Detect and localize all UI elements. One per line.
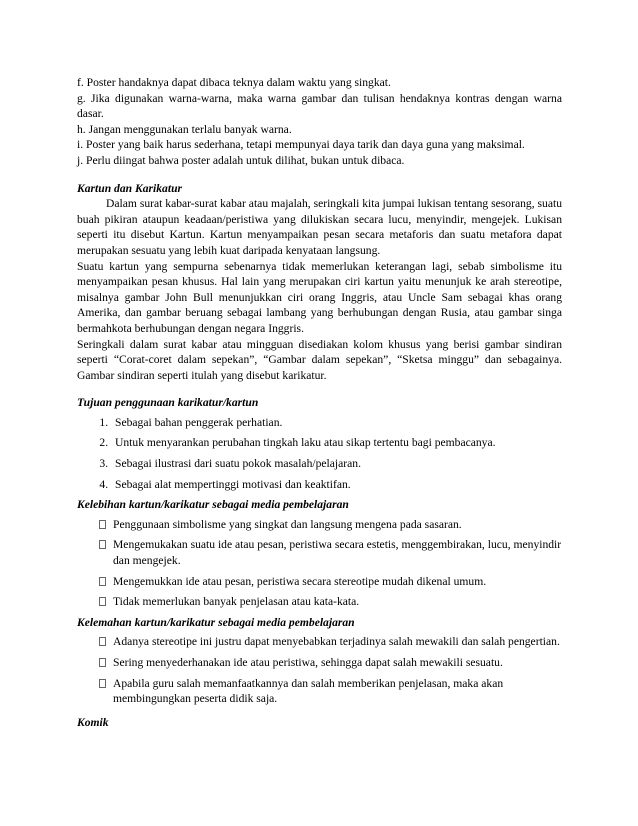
poster-rule-g: g. Jika digunakan warna-warna, maka warna gambar dan tulisan hendaknya kontras dengan warna dasar. (77, 91, 562, 121)
list-item: 3. Sebagai ilustrasi dari suatu pokok masalah/pelajaran. (111, 456, 562, 472)
list-item: Penggunaan simbolisme yang singkat dan langsung mengena pada sasaran. (99, 517, 562, 533)
list-item: Tidak memerlukan banyak penjelasan atau kata-kata. (99, 594, 562, 610)
bullet-box-icon (99, 658, 106, 667)
kartun-paragraph-3: Seringkali dalam surat kabar atau mingguan disediakan kolom khusus yang berisi gambar sindiran seperti “Corat-coret dalam sepekan”, “Gambar dalam sepekan”, “Sketsa minggu” dan sebagainya. Gambar sindiran seperti itulah yang disebut karikatur. (77, 337, 562, 382)
poster-rule-i: i. Poster yang baik harus sederhana, tetapi mempunyai daya tarik dan daya guna yang maksimal. (77, 138, 525, 152)
list-item: Mengemukakan suatu ide atau pesan, peristiwa secara estetis, menggembirakan, lucu, menyindir dan mengejek. (99, 537, 562, 568)
list-item: Mengemukkan ide atau pesan, peristiwa secara stereotipe mudah dikenal umum. (99, 574, 562, 590)
tujuan-list (77, 415, 562, 492)
poster-rule-h: h. Jangan menggunakan terlalu banyak warna. (77, 122, 292, 136)
bullet-box-icon (99, 540, 106, 549)
section-heading-kelemahan: Kelemahan kartun/karikatur sebagai media pembelajaran (77, 615, 355, 629)
poster-rules-list (77, 75, 562, 169)
kelebihan-list (77, 517, 562, 610)
section-heading-komik: Komik (77, 715, 109, 729)
bullet-box-icon (99, 577, 106, 586)
kelemahan-list (77, 634, 562, 706)
bullet-box-icon (99, 520, 106, 529)
list-item: Adanya stereotipe ini justru dapat menyebabkan terjadinya salah mewakili dan salah pengertian. (99, 634, 562, 650)
section-heading-tujuan: Tujuan penggunaan karikatur/kartun (77, 396, 259, 410)
bullet-box-icon (99, 679, 106, 688)
poster-rule-j: j. Perlu diingat bahwa poster adalah untuk dilihat, bukan untuk dibaca. (77, 153, 405, 167)
list-item: 1. Sebagai bahan penggerak perhatian. (111, 415, 562, 431)
list-item: Apabila guru salah memanfaatkannya dan salah memberikan penjelasan, maka akan membingungkan peserta didik saja. (99, 676, 562, 707)
section-heading-kartun: Kartun dan Karikatur (77, 181, 183, 195)
list-item: Sering menyederhanakan ide atau peristiwa, sehingga dapat salah mewakili sesuatu. (99, 655, 562, 671)
list-item: 4. Sebagai alat mempertinggi motivasi dan keaktifan. (111, 477, 562, 493)
bullet-box-icon (99, 637, 106, 646)
poster-rule-f: f. Poster handaknya dapat dibaca teknya dalam waktu yang singkat. (77, 76, 391, 89)
section-heading-kelebihan: Kelebihan kartun/karikatur sebagai media pembelajaran (77, 498, 349, 512)
bullet-box-icon (99, 597, 106, 606)
kartun-paragraph-2: Suatu kartun yang sempurna sebenarnya tidak memerlukan keterangan lagi, sebab simbolisme itu menyampaikan pesan khusus. Hal lain yang merupakan ciri kartun yaitu menunjuk ke arah stereotipe, misalnya gambar John Bull menunjukkan ciri orang Inggris, atau Uncle Sam sebagai khas orang Amerika, dan gambar beruang sebagai lambang yang berhubungan dengan Rusia, atau gambar singa bermahkota berhubungan dengan negara Inggris. (77, 259, 562, 335)
kartun-paragraph-1: Dalam surat kabar-surat kabar atau majalah, seringkali kita jumpai lukisan tentang sesorang, suatu buah pikiran ataupun keadaan/peristiwa yang dilukiskan secara lucu, menyindir, mengejek. Lukisan seperti itu disebut Kartun. Kartun menyampaikan pesan secara metaforis dan suatu metafora dapat merupakan sesuatu yang lebih kuat daripada kenyataan langsung. (77, 197, 562, 257)
list-item: 2. Untuk menyarankan perubahan tingkah laku atau sikap tertentu bagi pembacanya. (111, 435, 562, 451)
